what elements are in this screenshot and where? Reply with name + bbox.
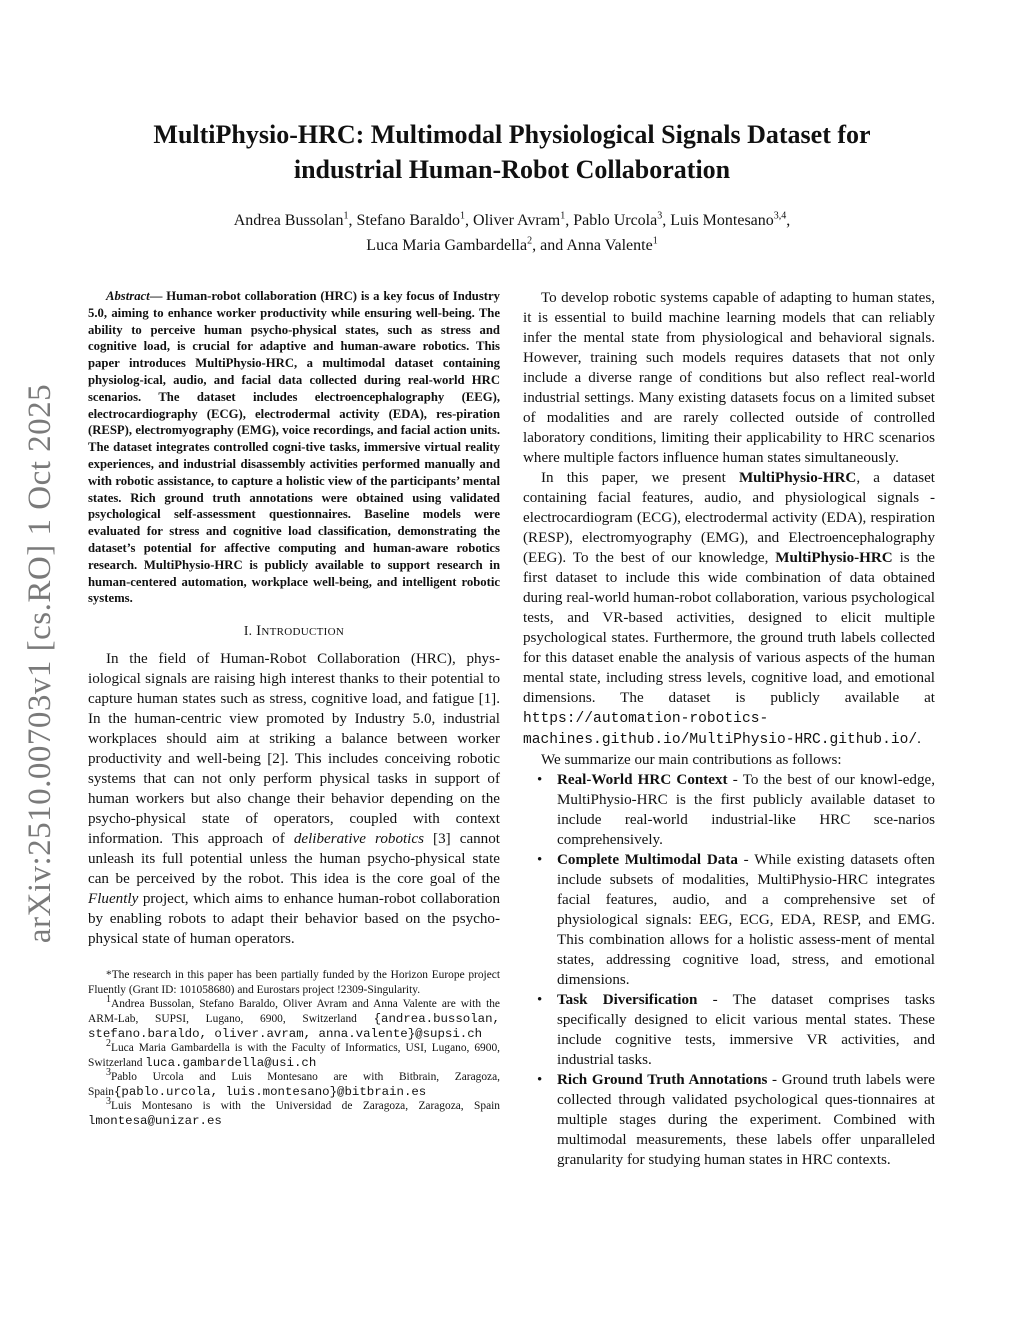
footnote-email: lmontesa@unizar.es xyxy=(88,1114,222,1129)
footnote-mark: 3 xyxy=(106,1067,111,1079)
contribution-title: Rich Ground Truth Annotations xyxy=(557,1072,768,1088)
contributions-intro: We summarize our main contributions as follows: xyxy=(541,752,842,768)
author-line-2: Luca Maria Gambardella$^2$, and Anna Valente$^1$ xyxy=(366,235,658,254)
dataset-name-emphasis: MultiPhysio-HRC xyxy=(775,550,893,566)
right-paragraph-1: To develop robotic systems capable of adapting to human states, it is essential to build machine learning models that can reliably infer the mental state from physiological and behavioral signals. However, training such models requires datasets that not only include a diverse range of conditions but also reflect real-world industrial settings. Many existing datasets focus on a limited subset of modalities and are rarely collected outside of controlled laboratory conditions, limiting their applicability to HRC scenarios where multiple factors influence human states simultaneously. xyxy=(523,290,935,466)
author-affiliation: 1 xyxy=(560,210,566,222)
abstract-text: — Human-robot collaboration (HRC) is a key focus of Industry 5.0, aiming to enhance worker productivity while ensuring well-being. The ability to perceive human psycho-physical states, such as stress and cognitive load, is crucial for adaptive and human-aware robotics. This paper introduces MultiPhysio-HRC, a multimodal dataset containing physiolog-ical, audio, and facial data collected during real-world HRC scenarios. The dataset includes electroencephalography (EEG), electrocardiography (ECG), electrodermal activity (EDA), res-piration (RESP), electromyography (EMG), voice recordings, and facial action units. The dataset integrates controlled cogni-tive tasks, immersive virtual reality experiences, and industrial disassembly activities performed manually and with robotic assistance, to capture a holistic view of the participants’ mental states. Rich ground truth annotations were obtained using validated psychological self-assessment questionnaires. Baseline models were evaluated for stress and cognitive load classification, demonstrating the dataset’s potential for affective computing and human-aware robotics research. MultiPhysio-HRC is publicly available to support research in human-centered automation, workplace well-being, and intelligent robotic systems. xyxy=(88,289,500,606)
left-column xyxy=(88,288,500,1129)
p2-end: . xyxy=(917,731,921,747)
footnotes xyxy=(88,968,500,1129)
dataset-name-emphasis: MultiPhysio-HRC xyxy=(738,470,857,486)
right-column xyxy=(523,288,935,1170)
p2-text-2: , a dataset containing facial features, audio, and physiological signals - electrocardiogram (ECG), electrodermal activity (EDA), respiration (RESP), electromyography (EMG), and Electroencephalography (EEG). To the best of our knowledge, xyxy=(523,470,935,566)
footnote-2 xyxy=(88,1038,500,1070)
section-number: I. xyxy=(243,623,253,639)
p2-text-1: In this paper, we present xyxy=(541,470,726,486)
contributions-list xyxy=(523,770,935,1170)
list-item xyxy=(523,770,935,850)
title-line-2: industrial Human-Robot Collaboration xyxy=(293,155,731,184)
contribution-title: Real-World HRC Context xyxy=(557,772,728,788)
section-title: Introduction xyxy=(256,623,345,640)
paper-title xyxy=(110,117,914,187)
contribution-text: - To the best of our knowl-edge, MultiPhysio-HRC is the first publicly available dataset to include real-world industrial-like HRC sce-narios comprehensively. xyxy=(557,772,935,848)
bullet-icon: • xyxy=(537,1072,543,1088)
footnote-text: Pablo Urcola and Luis Montesano are with Bitbrain, Zaragoza, Spain xyxy=(88,1071,500,1098)
footnote-email: {andrea.bussolan, stefano.baraldo, oliver.avram, anna.valente}@supsi.ch xyxy=(88,1011,500,1041)
author-name: Luca Maria Gambardella xyxy=(366,237,528,254)
footnote-3 xyxy=(88,1067,500,1099)
intro-emphasis-deliberative: deliberative robotics xyxy=(293,831,424,848)
author-affiliation: 1 xyxy=(652,235,658,247)
author-and: and xyxy=(540,237,564,254)
list-item xyxy=(523,1070,935,1170)
footnote-email: {pablo.urcola, luis.montesano}@bitbrain.es xyxy=(113,1084,427,1099)
author-affiliation: 3 xyxy=(657,210,663,222)
title-line-1: MultiPhysio-HRC: Multimodal Physiological Signals Dataset for xyxy=(153,120,871,149)
arxiv-id: arXiv:2510.00703v1 [cs.RO] 1 Oct 2025 xyxy=(22,383,59,943)
footnote-4 xyxy=(88,1096,500,1129)
list-item xyxy=(523,990,935,1070)
bullet-icon: • xyxy=(537,992,543,1008)
footnote-mark: 3 xyxy=(106,1096,111,1108)
intro-text-3: project, which aims to enhance human-robot collaboration by enabling robots to adapt their behavior based on the psycho-physical state of human operators. xyxy=(88,891,500,948)
author-affiliation: 3,4 xyxy=(773,210,787,222)
author-list xyxy=(110,208,914,258)
footnote-funding: *The research in this paper has been partially funded by the Horizon Europe project Fluently (Grant ID: 101058680) and Eurostars project !2309-Singularity. xyxy=(88,969,500,996)
author-name: Oliver Avram xyxy=(473,212,561,229)
author-name: Andrea Bussolan xyxy=(233,212,344,229)
dataset-url-link[interactable]: https://automation-robotics-machines.github.io/MultiPhysio-HRC.github.io/ xyxy=(523,711,918,748)
intro-text-2: [3] cannot unleash its full potential unless the human psycho-physical state can be perceived by the robot. This idea is the core goal of the xyxy=(88,831,500,888)
footnote-text: Andrea Bussolan, Stefano Baraldo, Oliver Avram and Anna Valente are with the ARM-Lab, SUPSI, Lugano, 6900, Switzerland xyxy=(88,998,500,1025)
footnote-email: luca.gambardella@usi.ch xyxy=(145,1055,317,1070)
intro-paragraph xyxy=(88,649,500,949)
author-line-1: Andrea Bussolan$^1$, Stefano Baraldo$^1$, Oliver Avram$^1$, Pablo Urcola$^3$, Luis Montesano$^{3,4}$, xyxy=(233,210,791,229)
author-name: Luis Montesano xyxy=(670,212,774,229)
author-affiliation: 1 xyxy=(460,210,466,222)
contribution-text: - While existing datasets often include subsets of modalities, MultiPhysio-HRC integrates facial features, audio, and a comprehensive set of physiological signals: EEG, ECG, EDA, RESP, and EMG. This combination allows for a holistic assess-ment of mental states, addressing cognitive load, stress, and emotional dimensions. xyxy=(557,852,935,988)
arxiv-sidebar xyxy=(18,378,64,948)
footnote-mark: 1 xyxy=(106,994,111,1006)
bullet-icon: • xyxy=(537,852,543,868)
contribution-title: Complete Multimodal Data xyxy=(557,852,738,868)
right-paragraph-2 xyxy=(523,468,935,750)
author-affiliation: 1 xyxy=(343,210,349,222)
footnote-1 xyxy=(88,994,500,1041)
intro-text-1: In the field of Human-Robot Collaboration (HRC), phys-iological signals are raising high interest thanks to their potential to capture human states such as stress, cognitive load, and fatigue [1]. In the human-centric view promoted by Industry 5.0, industrial workplaces should aim at striking a balance between worker productivity and well-being [2]. This includes conceiving robotic systems that can not only perform physical tasks in support of human workers but also change their behavior depending on the psycho-physical state of operators, coupled with context information. This approach of xyxy=(88,651,500,848)
abstract xyxy=(88,288,500,607)
bullet-icon: • xyxy=(537,772,543,788)
abstract-label: Abstract xyxy=(106,289,150,303)
p2-text-3: is the first dataset to include this wide combination of data obtained during real-world human-robot collaboration, various psychological tests, and VR-based activities, designed to elicit multiple psychological states. Furthermore, the ground truth labels collected for this dataset enable the analysis of various aspects of the human mental state, including stress levels, cognitive load, and emotional dimensions. The dataset is publicly available at xyxy=(523,550,935,706)
footnote-mark: 2 xyxy=(106,1038,111,1050)
author-affiliation: 2 xyxy=(527,235,533,247)
contribution-text: - The dataset comprises tasks specifically designed to elicit various mental states. These include cognitive tests, immersive VR activities, and industrial tasks. xyxy=(557,992,935,1068)
intro-emphasis-fluently: Fluently xyxy=(88,891,139,908)
author-name: Pablo Urcola xyxy=(573,212,658,229)
contribution-title: Task Diversification xyxy=(557,992,698,1008)
footnote-text: Luca Maria Gambardella is with the Faculty of Informatics, USI, Lugano, 6900, Switzerland xyxy=(88,1042,500,1069)
contribution-text: - Ground truth labels were collected through validated psychological ques-tionnaires at multiple stages during the experiment. Combined with multimodal measurements, these labels offer unparalleled granularity for studying human states in HRC contexts. xyxy=(557,1072,935,1168)
footnote-text: Luis Montesano is with the Universidad de Zaragoza, Zaragoza, Spain xyxy=(111,1100,500,1113)
list-item xyxy=(523,850,935,990)
author-name: Stefano Baraldo xyxy=(356,212,461,229)
author-name: Anna Valente xyxy=(566,237,653,254)
section-heading-introduction xyxy=(88,621,500,641)
